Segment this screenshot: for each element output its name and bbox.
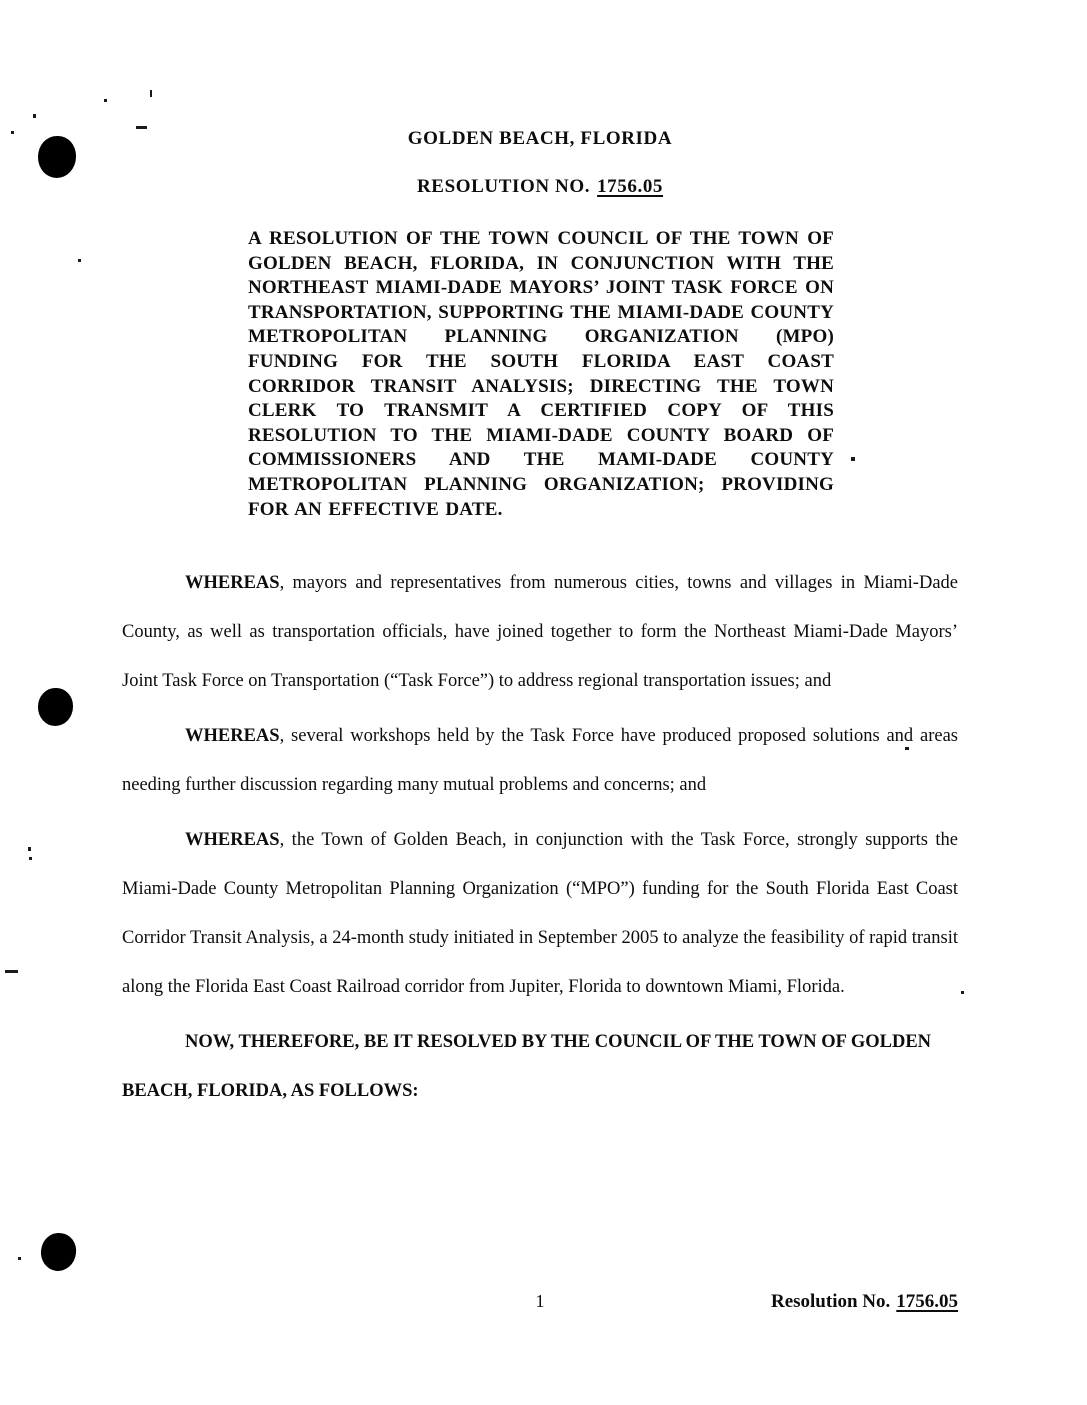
whereas-text-1: , mayors and representatives from numerous cities, towns and villages in Miami-Dade County, as well as transportation officials, have joined together to form the Northeast Miami-Dade Mayors’ Joint Task Force on Transportation (“Task Force”) to address regional transportation issues; and bbox=[122, 573, 958, 691]
whereas-text-2: , several workshops held by the Task Force have produced proposed solutions and areas needing further discussion regarding many mutual problems and concerns; and bbox=[122, 726, 958, 795]
location-text: GOLDEN BEACH, FLORIDA bbox=[407, 128, 673, 149]
resolution-number: 1756.05 bbox=[597, 176, 664, 197]
resolved-clause: NOW, THEREFORE, BE IT RESOLVED BY THE COUNCIL OF THE TOWN OF GOLDEN BEACH, FLORIDA, AS FOLLOWS: bbox=[122, 1032, 932, 1101]
scan-speck bbox=[150, 90, 152, 97]
scan-speck bbox=[104, 99, 107, 102]
scan-speck bbox=[11, 131, 14, 134]
document-location-heading bbox=[122, 128, 958, 150]
scan-speck bbox=[5, 970, 18, 973]
scan-speck bbox=[18, 1257, 21, 1260]
paragraph-whereas-3 bbox=[122, 816, 958, 1012]
paragraph-whereas-2 bbox=[122, 712, 958, 810]
whereas-lead-1: WHEREAS bbox=[185, 573, 280, 593]
hole-punch-mark-bottom bbox=[39, 1231, 78, 1272]
resolution-title-block: A RESOLUTION OF THE TOWN COUNCIL OF THE TOWN OF GOLDEN BEACH, FLORIDA, IN CONJUNCTION WITH THE NORTHEAST MIAMI-DADE MAYORS’ JOINT TASK FORCE ON TRANSPORTATION, SUPPORTING THE MIAMI-DADE COUNTY METROPOLITAN PLANNING ORGANIZATION (MPO) FUNDING FOR THE SOUTH FLORIDA EAST COAST CORRIDOR TRANSIT ANALYSIS; DIRECTING THE TOWN CLERK TO TRANSMIT A CERTIFIED COPY OF THIS RESOLUTION TO THE MIAMI-DADE COUNTY BOARD OF COMMISSIONERS AND THE MAMI-DADE COUNTY METROPOLITAN PLANNING ORGANIZATION; PROVIDING FOR AN EFFECTIVE DATE. bbox=[248, 228, 834, 520]
scan-speck bbox=[29, 857, 32, 860]
scan-speck bbox=[33, 114, 36, 118]
scan-speck bbox=[78, 259, 81, 262]
footer-resolution-label: Resolution No. bbox=[770, 1291, 891, 1312]
footer-resolution-line bbox=[679, 1291, 958, 1313]
footer-resolution-number: 1756.05 bbox=[896, 1291, 959, 1312]
resolution-number-heading bbox=[122, 176, 958, 198]
scan-speck bbox=[851, 457, 855, 461]
whereas-text-3: , the Town of Golden Beach, in conjunction with the Task Force, strongly supports the Miami-Dade County Metropolitan Planning Organization (“MPO”) funding for the South Florida East Coast Corridor Transit Analysis, a 24-month study initiated in September 2005 to analyze the feasibility of rapid transit along the Florida East Coast Railroad corridor from Jupiter, Florida to downtown Miami, Florida. bbox=[122, 830, 958, 997]
paragraph-whereas-1 bbox=[122, 559, 958, 706]
page-number: 1 bbox=[535, 1291, 545, 1311]
scan-speck bbox=[961, 991, 964, 994]
resolution-body bbox=[122, 559, 958, 1122]
whereas-lead-3: WHEREAS bbox=[185, 830, 280, 850]
hole-punch-mark-middle bbox=[38, 688, 73, 726]
page-footer bbox=[122, 1291, 958, 1313]
whereas-lead-2: WHEREAS bbox=[185, 726, 280, 746]
resolution-label: RESOLUTION NO. bbox=[416, 176, 591, 197]
hole-punch-mark-top bbox=[38, 136, 76, 178]
scan-speck bbox=[28, 847, 31, 851]
